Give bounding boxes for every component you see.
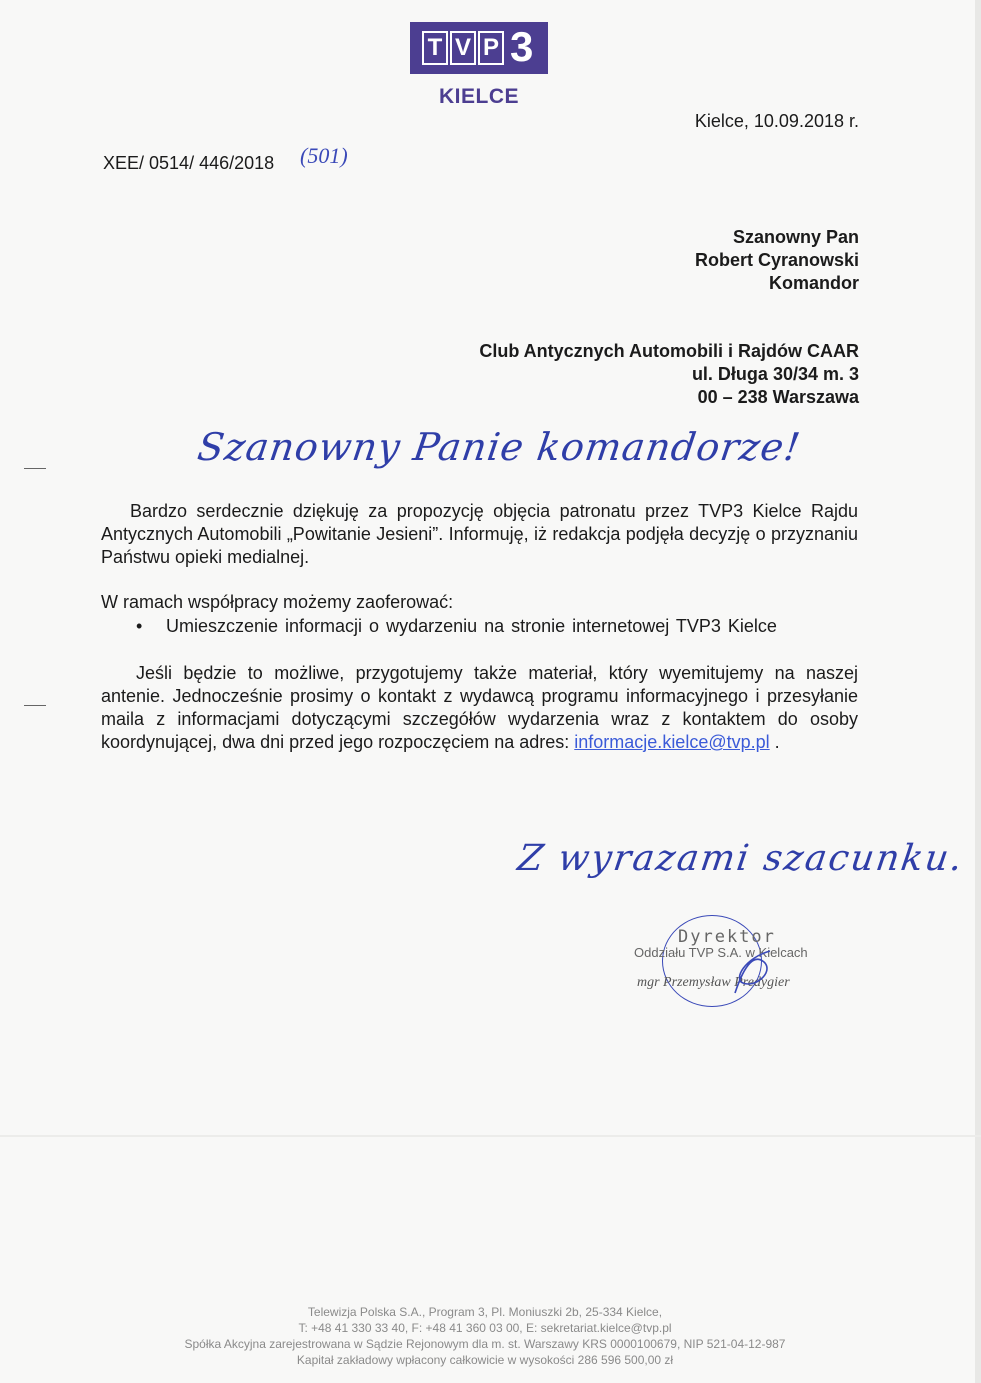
logo-letter-p: P [478, 31, 504, 65]
paper-fold [0, 1135, 981, 1137]
page-edge [975, 0, 981, 1383]
stamp-name: mgr Przemysław Predygier [637, 975, 790, 990]
logo-city: KIELCE [438, 85, 519, 108]
recipient-line: Szanowny Pan [732, 227, 859, 247]
organization-address [479, 340, 859, 409]
footer-line: Spółka Akcyjna zarejestrowana w Sądzie Rejonowym dla m. st. Warszawy KRS 0000100679, NIP 521-04-12-987 [184, 1337, 786, 1351]
handwritten-closing: Z wyrazami szacunku. [515, 838, 967, 879]
address-line: Club Antycznych Automobili i Rajdów CAAR [479, 341, 859, 361]
footer-line: Telewizja Polska S.A., Program 3, Pl. Moniuszki 2b, 25-334 Kielce, [307, 1305, 663, 1319]
recipient-line: Robert Cyranowski [694, 250, 859, 270]
logo-letter-v: V [450, 31, 476, 65]
logo-letter-t: T [422, 31, 448, 65]
paragraph-end: . [774, 732, 780, 752]
paragraph-contact [101, 662, 858, 754]
margin-mark [24, 468, 46, 469]
address-line: ul. Długa 30/34 m. 3 [691, 364, 859, 384]
handwritten-salutation: Szanowny Panie komandorze! [194, 425, 804, 469]
email-link[interactable]: informacje.kielce@tvp.pl [574, 732, 770, 752]
signature-scribble [715, 943, 785, 999]
director-stamp [620, 915, 820, 1005]
offer-text: Umieszczenie informacji o wydarzeniu na stronie internetowej TVP3 Kielce [166, 616, 777, 636]
stamp-department: Oddziału TVP S.A. w Kielcach [634, 945, 808, 960]
handwritten-reference: (501) [300, 143, 348, 168]
recipient-block [695, 226, 859, 295]
letter-date: Kielce, 10.09.2018 r. [694, 111, 859, 131]
company-footer [100, 1304, 870, 1368]
recipient-line: Komandor [769, 273, 859, 293]
paragraph-contact-text: Jeśli będzie to możliwe, przygotujemy także materiał, który wyemitujemy na naszej antenie. Jednocześnie prosimy o kontakt z wydawcą programu informacyjnego i przesyłanie maila z informacjami dotyczącymi szczegółów wydarzenia wraz z kontaktem do osoby koordynującej, dwa dni przed jego rozpoczęciem na adres: [101, 663, 858, 752]
margin-mark [24, 705, 46, 706]
offer-intro: W ramach współpracy możemy zaoferować: [101, 592, 454, 612]
bullet-icon: • [136, 616, 143, 636]
address-line: 00 – 238 Warszawa [697, 387, 859, 407]
tvp3-logo [410, 22, 548, 74]
logo-number: 3 [510, 23, 534, 70]
footer-line: Kapitał zakładowy wpłacony całkowicie w wysokości 286 596 500,00 zł [296, 1353, 674, 1367]
footer-line: T: +48 41 330 33 40, F: +48 41 360 03 00, E: sekretariat.kielce@tvp.pl [298, 1321, 672, 1335]
reference-number: XEE/ 0514/ 446/2018 [103, 153, 275, 173]
stamp-title: Dyrektor [678, 927, 776, 947]
paragraph-thanks: Bardzo serdecznie dziękuję za propozycję objęcia patronatu przez TVP3 Kielce Rajdu Antycznych Automobili „Powitanie Jesieni”. Informuję, iż redakcja podjęła decyzję o przyznaniu Państwu opieki medialnej. [101, 501, 858, 567]
